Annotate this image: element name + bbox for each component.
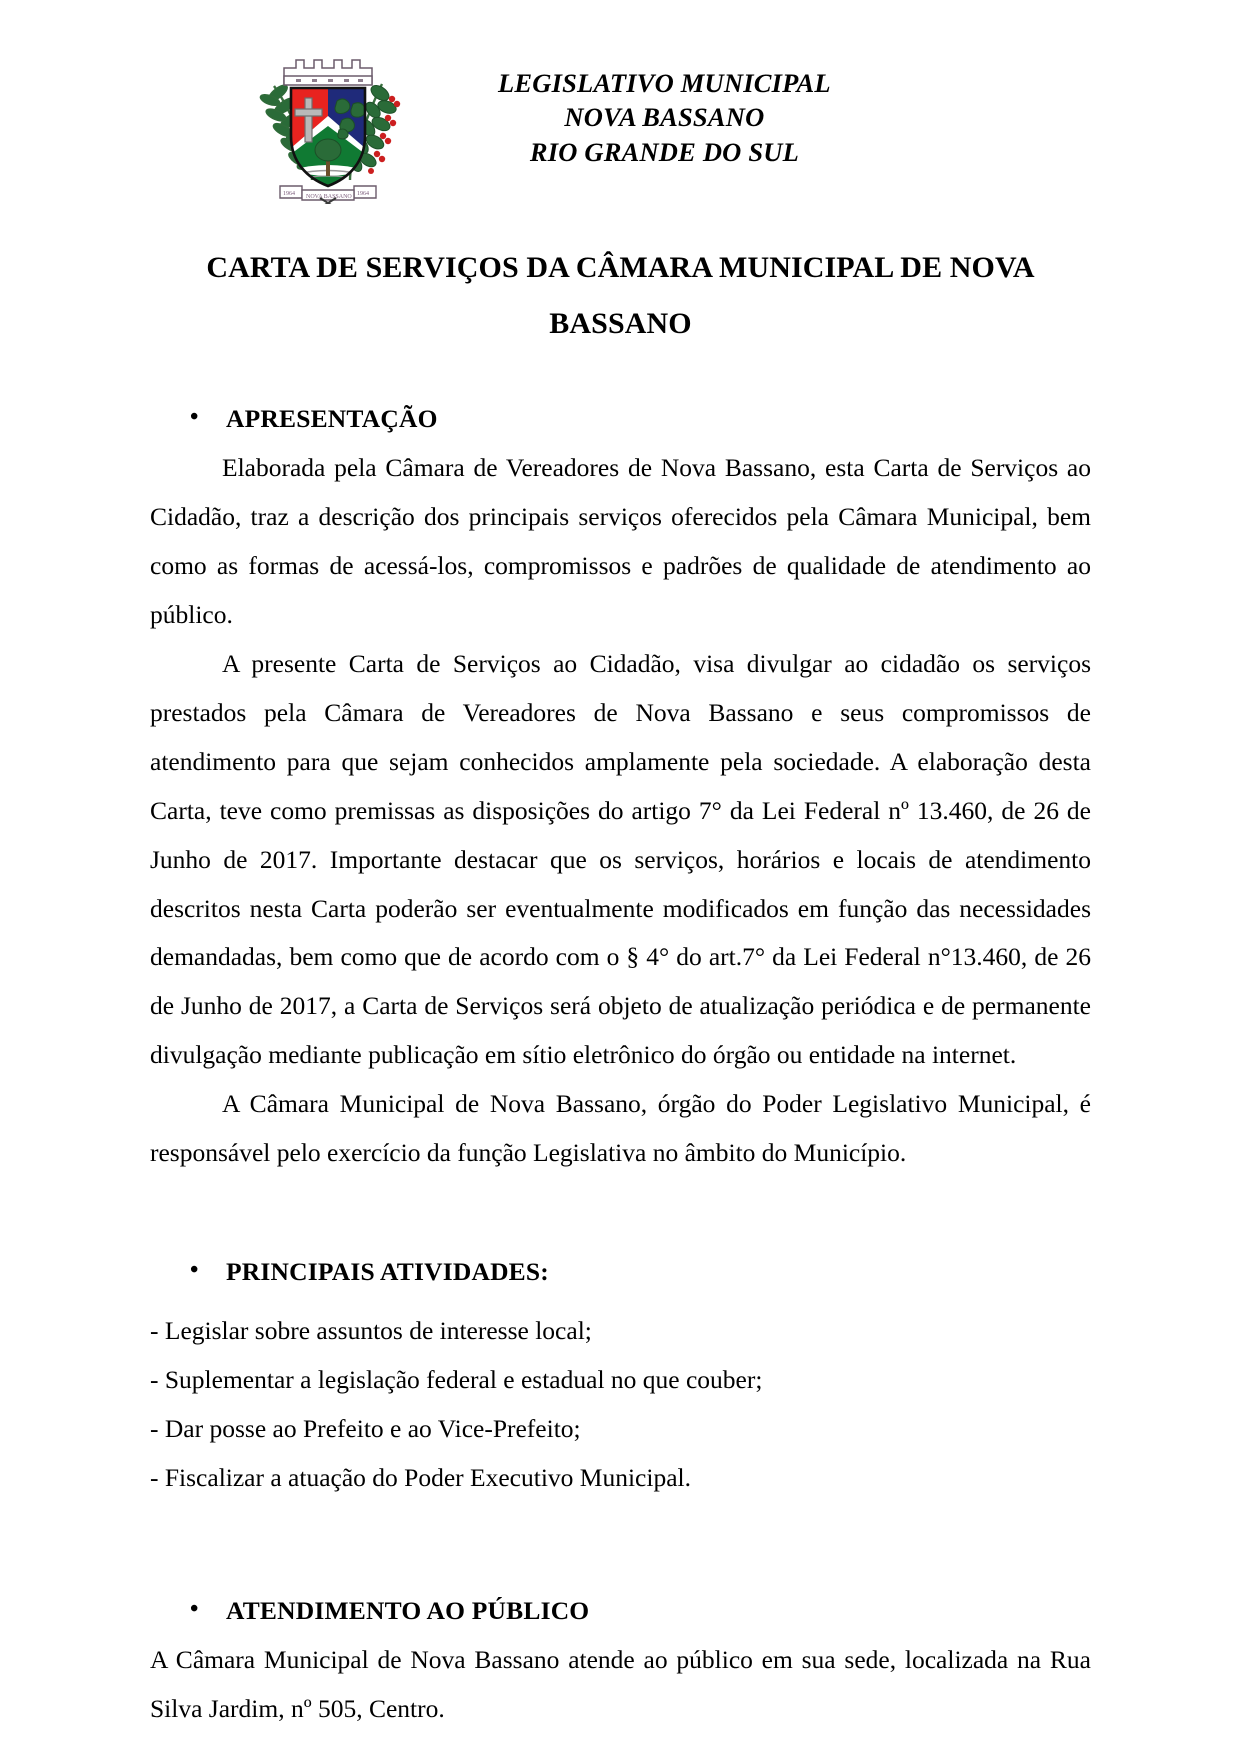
letterhead-text	[498, 38, 831, 169]
crest-container	[228, 38, 428, 204]
svg-text:1964: 1964	[357, 191, 369, 197]
apresentacao-paragraph-1: Elaborada pela Câmara de Vereadores de Nova Bassano, esta Carta de Serviços ao Cidadão, traz a descrição dos principais serviços oferecidos pela Câmara Municipal, bem como as formas de acessá-los, compromissos e padrões de qualidade de atendimento ao público.	[150, 452, 1091, 629]
apresentacao-paragraph-2: A presente Carta de Serviços ao Cidadão, visa divulgar ao cidadão os serviços prestados pela Câmara de Vereadores de Nova Bassano e seus compromissos de atendimento para que sejam conhecidos amplamente pela sociedade. A elaboração desta Carta, teve como premissas as disposições do artigo 7° da Lei Federal nº 13.460, de 26 de Junho de 2017. Importante destacar que os serviços, horários e locais de atendimento descritos nesta Carta poderão ser eventualmente modificados em função das necessidades demandadas, bem como que de acordo com o § 4° do art.7° da Lei Federal n°13.460, de 26 de Junho de 2017, a Carta de Serviços será objeto de atualização periódica e de permanente divulgação mediante publicação em sítio eletrônico do órgão ou entidade na internet.	[150, 648, 1091, 1070]
atendimento-paragraph-1: A Câmara Municipal de Nova Bassano atende ao público em sua sede, localizada na Rua Silva Jardim, nº 505, Centro.	[150, 1644, 1091, 1723]
letterhead-line-2: NOVA BASSANO	[564, 102, 765, 133]
page-title-line-2: BASSANO	[549, 306, 692, 340]
svg-text:1964: 1964	[283, 191, 295, 197]
section-heading-label: • PRINCIPAIS ATIVIDADES:	[150, 1248, 1091, 1297]
apresentacao-paragraph-3: A Câmara Municipal de Nova Bassano, órgão do Poder Legislativo Municipal, é responsável pelo exercício da função Legislativa no âmbito do Município.	[150, 1089, 1091, 1168]
letterhead	[0, 0, 1241, 204]
list-item: - Dar posse ao Prefeito e ao Vice-Prefeito;	[150, 1414, 581, 1444]
list-item: - Suplementar a legislação federal e estadual no que couber;	[150, 1365, 763, 1395]
section-heading-label: • ATENDIMENTO AO PÚBLICO	[150, 1587, 1091, 1636]
spacer	[150, 1178, 1091, 1204]
page-title-line-1: CARTA DE SERVIÇOS DA CÂMARA MUNICIPAL DE NOVA	[206, 251, 1035, 284]
section-heading-label: • APRESENTAÇÃO	[150, 395, 1091, 444]
principais-atividades-list	[150, 1307, 1091, 1503]
section-heading-atividades	[150, 1248, 1091, 1297]
letterhead-line-1: LEGISLATIVO MUNICIPAL	[498, 68, 831, 98]
document-body	[150, 395, 1091, 1734]
list-item: - Fiscalizar a atuação do Poder Executivo Municipal.	[150, 1463, 691, 1493]
coat-of-arms-icon	[240, 38, 416, 204]
svg-text:NOVA BASSANO: NOVA BASSANO	[306, 194, 352, 200]
list-item: - Legislar sobre assuntos de interesse local;	[150, 1316, 592, 1346]
page-title	[150, 240, 1091, 351]
spacer	[150, 1503, 1091, 1543]
letterhead-line-3: RIO GRANDE DO SUL	[529, 136, 799, 167]
section-heading-apresentacao	[150, 395, 1091, 444]
section-heading-atendimento	[150, 1587, 1091, 1636]
